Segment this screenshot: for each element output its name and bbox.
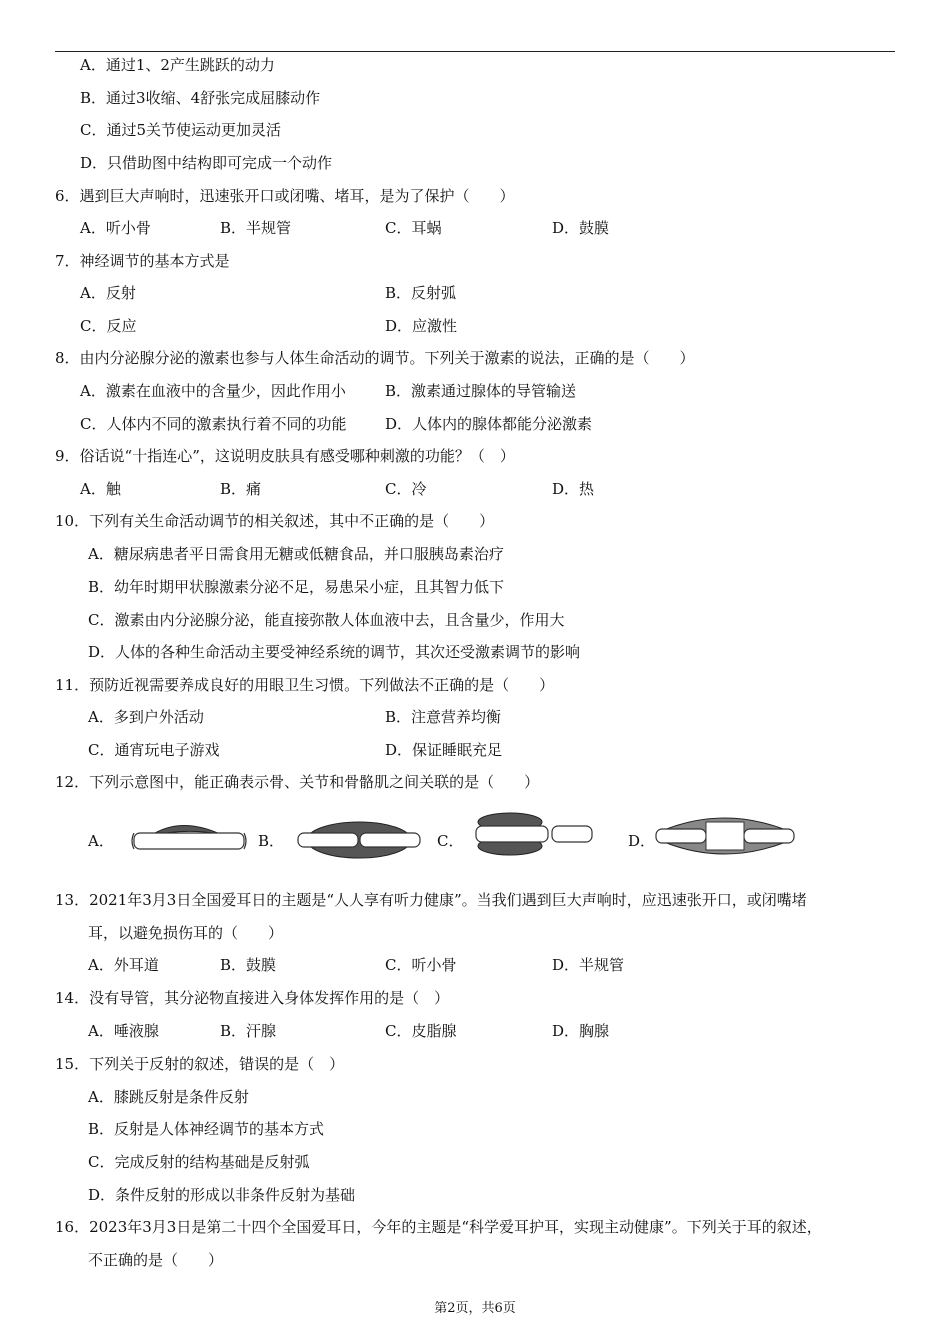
q9-option-c: C．冷 [385,480,427,498]
q5-option-d: D．只借助图中结构即可完成一个动作 [80,154,333,172]
q5-option-b: B．通过3收缩、4舒张完成屈膝动作 [80,89,321,107]
q16-stem-line2: 不正确的是（ ） [88,1251,224,1269]
q10-option-b: B．幼年时期甲状腺激素分泌不足，易患呆小症，且其智力低下 [88,578,505,596]
q8-option-a: A．激素在血液中的含量少，因此作用小 [80,382,346,400]
q6-option-c: C．耳蜗 [385,219,442,237]
q12-figure-d [654,808,796,864]
q9-option-b: B．痛 [220,480,262,498]
q10-option-c: C．激素由内分泌腺分泌，能直接弥散人体血液中去，且含量少，作用大 [88,611,565,629]
q12-stem: 12．下列示意图中，能正确表示骨、关节和骨骼肌之间关联的是（ ） [55,773,540,791]
q6-stem: 6．遇到巨大声响时，迅速张开口或闭嘴、堵耳，是为了保护（ ） [55,187,515,205]
q11-option-c: C．通宵玩电子游戏 [88,741,220,759]
q12-figure-a [128,818,250,858]
page-footer: 第2页，共6页 [434,1301,516,1316]
q12-option-c-label: C． [437,832,464,850]
q10-option-a: A．糖尿病患者平日需食用无糖或低糖食品，并口服胰岛素治疗 [88,545,504,563]
q11-option-d: D．保证睡眠充足 [385,741,503,759]
q6-option-b: B．半规管 [220,219,292,237]
q7-option-c: C．反应 [80,317,137,335]
q13-stem-line1: 13．2021年3月3日全国爱耳日的主题是“人人享有听力健康”。当我们遇到巨大声响时，应迅速张开口，或闭嘴堵 [55,891,807,909]
q13-option-c: C．听小骨 [385,956,457,974]
q7-stem: 7．神经调节的基本方式是 [55,252,230,270]
q10-stem: 10．下列有关生命活动调节的相关叙述，其中不正确的是（ ） [55,512,495,530]
q11-stem: 11．预防近视需要养成良好的用眼卫生习惯。下列做法不正确的是（ ） [55,676,555,694]
q5-option-a: A．通过1、2产生跳跃的动力 [80,56,275,74]
q15-stem: 15．下列关于反射的叙述，错误的是（ ） [55,1055,345,1073]
q11-option-a: A．多到户外活动 [88,708,204,726]
q15-option-d: D．条件反射的形成以非条件反射为基础 [88,1186,356,1204]
q9-option-a: A．触 [80,480,121,498]
q14-option-d: D．胸腺 [552,1022,610,1040]
q12-option-a-label: A． [88,832,114,850]
q13-option-d: D．半规管 [552,956,625,974]
q12-figure-b [294,818,424,862]
q12-figure-c [470,808,596,860]
q14-option-a: A．唾液腺 [88,1022,159,1040]
q8-stem: 8．由内分泌腺分泌的激素也参与人体生命活动的调节。下列关于激素的说法，正确的是（ ） [55,349,695,367]
q15-option-a: A．膝跳反射是条件反射 [88,1088,249,1106]
q15-option-c: C．完成反射的结构基础是反射弧 [88,1153,310,1171]
q15-option-b: B．反射是人体神经调节的基本方式 [88,1120,325,1138]
q9-option-d: D．热 [552,480,595,498]
q9-stem: 9．俗话说“十指连心”，这说明皮肤具有感受哪种刺激的功能？（ ） [55,447,515,465]
q8-option-c: C．人体内不同的激素执行着不同的功能 [80,415,347,433]
q12-option-d-label: D． [628,832,656,850]
q7-option-b: B．反射弧 [385,284,457,302]
q8-option-b: B．激素通过腺体的导管输送 [385,382,577,400]
q13-option-b: B．鼓膜 [220,956,277,974]
q13-option-a: A．外耳道 [88,956,159,974]
q6-option-a: A．听小骨 [80,219,151,237]
q14-option-b: B．汗腺 [220,1022,277,1040]
q14-option-c: C．皮脂腺 [385,1022,457,1040]
q10-option-d: D．人体的各种生命活动主要受神经系统的调节，其次还受激素调节的影响 [88,643,581,661]
q6-option-d: D．鼓膜 [552,219,610,237]
q7-option-d: D．应激性 [385,317,458,335]
q8-option-d: D．人体内的腺体都能分泌激素 [385,415,593,433]
q5-option-c: C．通过5关节使运动更加灵活 [80,121,282,139]
q14-stem: 14．没有导管，其分泌物直接进入身体发挥作用的是（ ） [55,989,450,1007]
q7-option-a: A．反射 [80,284,136,302]
q16-stem-line1: 16．2023年3月3日是第二十四个全国爱耳日，今年的主题是“科学爱耳护耳，实现主动健康”。下列关于耳的叙述， [55,1218,822,1236]
q12-option-b-label: B． [258,832,285,850]
q13-stem-line2: 耳，以避免损伤耳的（ ） [88,924,284,942]
q11-option-b: B．注意营养均衡 [385,708,502,726]
